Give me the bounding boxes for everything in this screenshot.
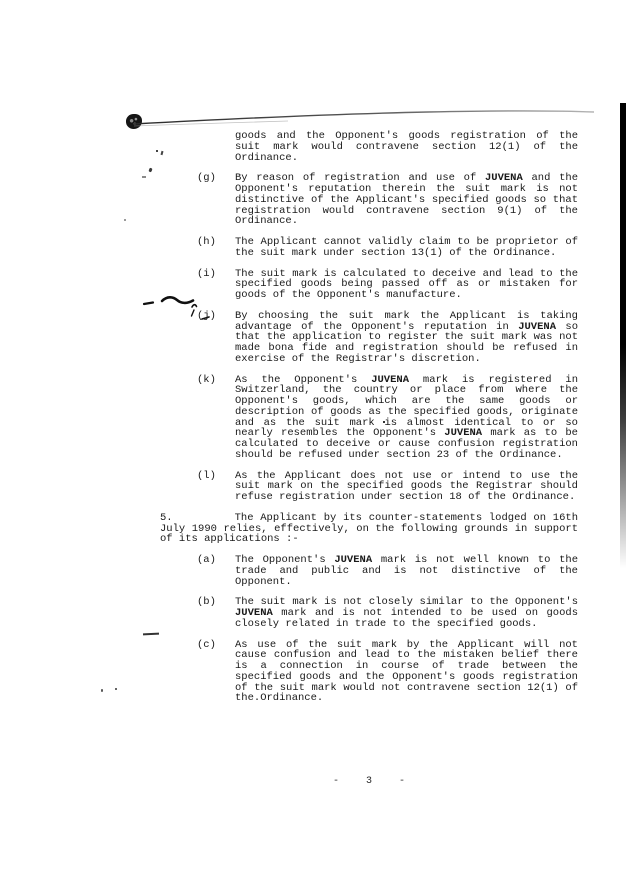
margin-speck-mark	[142, 176, 146, 178]
margin-speck-mark	[115, 688, 117, 690]
item-label: (c)	[197, 638, 216, 651]
continuation-paragraph: goods and the Opponent's goods registration of the suit mark would contravene section 12(1) of the Ordinance.	[235, 130, 578, 164]
margin-speck-mark	[124, 219, 126, 221]
item-label: (j)	[197, 309, 216, 322]
item-label: (g)	[197, 172, 216, 185]
item-text: By choosing the suit mark the Applicant is taking advantage of the Opponent's reputation in JUVENA so that the application to register the suit mark was not made bona fide and registration should be refused in exercise of the Registrar's discretion.	[235, 309, 578, 365]
item-label: (b)	[197, 596, 216, 609]
list-item-j	[197, 311, 578, 365]
sub-list-item-a	[197, 555, 578, 587]
sub-list-item-c	[197, 640, 578, 705]
item-text: By reason of registration and use of JUVENA and the Opponent's reputation therein the suit mark is not distinctive of the Applicant's specified goods so that registration would contravene section 9(1) of the Ordinance.	[235, 172, 578, 228]
page-number: - 3 -	[332, 776, 405, 787]
item-label: (l)	[197, 469, 216, 482]
list-item-i	[197, 269, 578, 301]
paragraph-number: 5.	[160, 511, 173, 524]
item-text: As use of the suit mark by the Applicant will not cause confusion and lead to the mistaken belief there is a connection in course of trade between the specified goods and the Opponent's goods registration of the suit mark would not contravene section 12(1) of the.Ordinance.	[235, 638, 578, 705]
item-label: (a)	[197, 554, 216, 566]
item-text: As the Opponent's JUVENA mark is registered in Switzerland, the country or place from where the Opponent's goods, which are the same goods or description of goods as the specified goods, originate and as the suit mark is almost identical to or so nearly resembles the Opponent's JUVENA mark as to be calculated to deceive or cause confusion registration should be refused under section 23 of the Ordinance.	[235, 373, 579, 461]
paragraph-5	[160, 513, 578, 545]
item-label: (h)	[197, 236, 216, 248]
margin-speck-mark	[148, 168, 152, 173]
margin-speck-mark	[101, 689, 103, 692]
item-text: The suit mark is not closely similar to the Opponent's JUVENA mark and is not intended to be used on goods closely related in trade to the specified goods.	[235, 596, 578, 630]
scanner-edge-artifact	[620, 103, 626, 568]
item-label: (k)	[197, 373, 216, 386]
list-item-h	[197, 237, 578, 259]
item-text: The suit mark is calculated to deceive and lead to the specified goods being passed off as or mistaken for goods of the Opponent's manufacture.	[235, 267, 578, 301]
sub-list-item-b	[197, 597, 578, 629]
margin-dash-mark	[143, 633, 159, 636]
scan-fold-line	[128, 104, 600, 130]
list-item-g	[197, 173, 578, 227]
item-label: (i)	[197, 267, 216, 280]
list-item-l	[197, 471, 578, 503]
item-text: The Applicant cannot validly claim to be proprietor of the suit mark under section 13(1) of the Ordinance.	[235, 236, 578, 259]
item-text: As the Applicant does not use or intend to use the suit mark on the specified goods the Registrar should refuse registration under section 18 of the Ordinance.	[235, 469, 578, 503]
item-text: The Opponent's JUVENA mark is not well known to the trade and public and is not distinctive of the Opponent.	[235, 554, 579, 588]
document-body	[160, 131, 578, 714]
list-item-k	[197, 375, 578, 461]
margin-speck-mark	[156, 150, 158, 152]
paragraph-text: The Applicant by its counter-statements lodged on 16th July 1990 relies, effectively, on the following grounds in support of its applications :-	[160, 511, 578, 546]
